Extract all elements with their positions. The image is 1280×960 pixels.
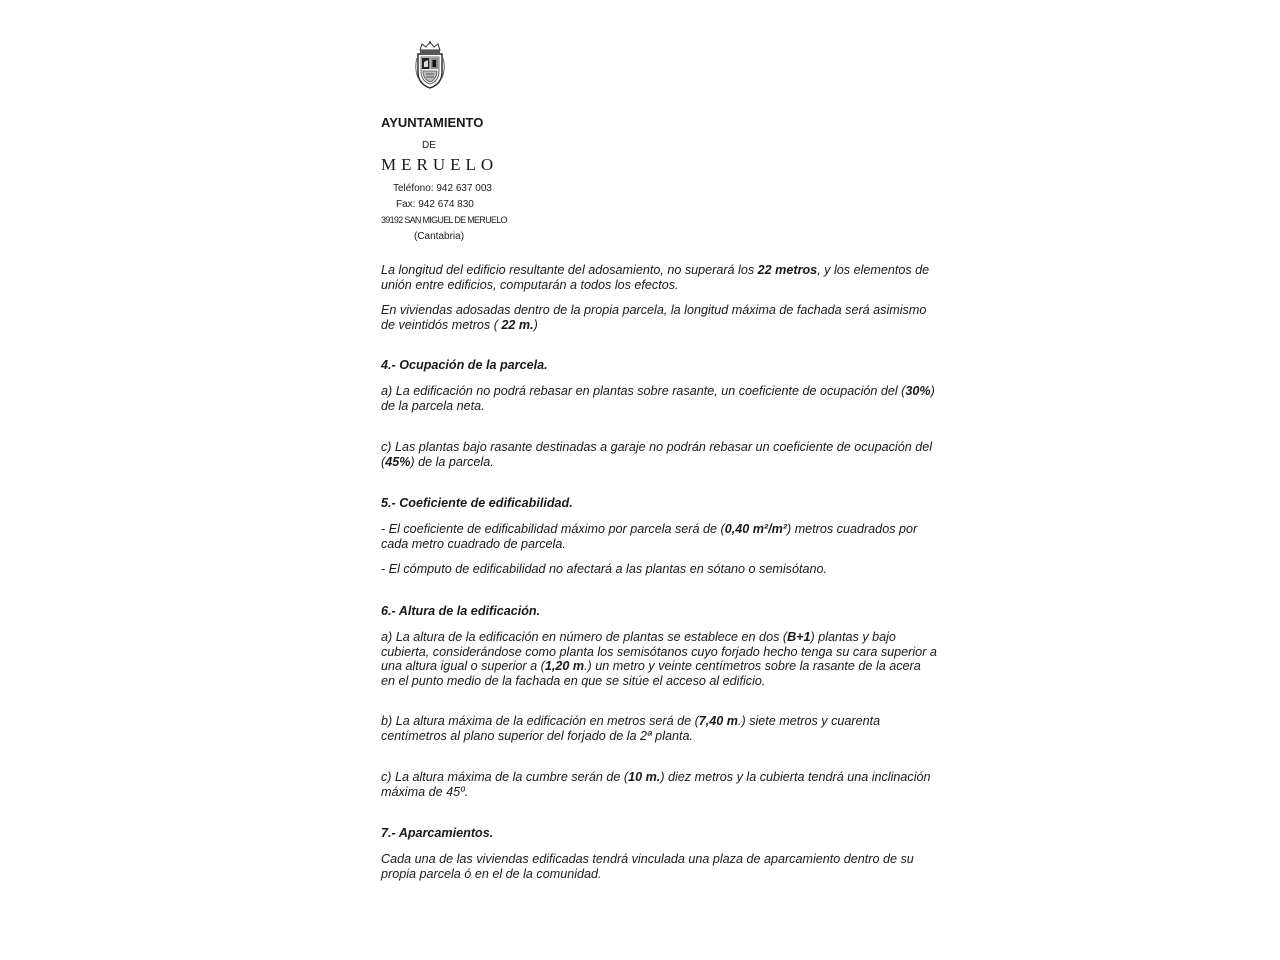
paragraph-4c: c) Las plantas bajo rasante destinadas a garaje no podrán rebasar un coeficiente de ocupación del (45%) de la parcela. — [381, 440, 933, 469]
municipal-crest-icon — [412, 40, 448, 90]
paragraph-6b: b) La altura máxima de la edificación en metros será de (7,40 m.) siete metros y cuarenta centímetros al plano superior del forjado de la 2ª planta. — [381, 714, 881, 743]
paragraph-7a: Cada una de las viviendas edificadas tendrá vinculada una plaza de aparcamiento dentro de su propia parcela ó en el de la comunidad. — [381, 852, 914, 881]
paragraph-6c: c) La altura máxima de la cumbre serán de (10 m.) diez metros y la cubierta tendrá una inclinación máxima de 45º. — [381, 770, 931, 799]
letterhead-org-name: AYUNTAMIENTO — [381, 115, 484, 130]
section-title-4: 4.- Ocupación de la parcela. — [381, 358, 548, 372]
paragraph-4a: a) La edificación no podrá rebasar en plantas sobre rasante, un coeficiente de ocupación del (30%) de la parcela neta. — [381, 384, 935, 413]
letterhead-region: (Cantabria) — [414, 231, 465, 242]
section-title-7: 7.- Aparcamientos. — [381, 826, 494, 840]
paragraph-6a: a) La altura de la edificación en número de plantas se establece en dos (B+1) plantas y bajo cubierta, considerándose como planta los semisótanos cuyo forjado hecho tenga su cara superior a una altura igual o superior a (1,20 m.) un metro y veinte centímetros sobre la rasante de la acera en el punto medio de la fachada en que se sitúe el acceso al edificio. — [381, 630, 937, 688]
letterhead-town: MERUELO — [381, 155, 499, 174]
section-title-6: 6.- Altura de la edificación. — [381, 604, 541, 618]
letterhead-address: 39192 SAN MIGUEL DE MERUELO — [381, 215, 507, 225]
letterhead-fax: Fax: 942 674 830 — [396, 199, 474, 210]
paragraph-5b: - El cómputo de edificabilidad no afectará a las plantas en sótano o semisótano. — [381, 562, 827, 576]
letterhead-phone: Teléfono: 942 637 003 — [393, 183, 492, 194]
paragraph-facade-length: En viviendas adosadas dentro de la propia parcela, la longitud máxima de fachada será asimismo de veintidós metros ( 22 m.) — [381, 303, 927, 332]
paragraph-building-length: La longitud del edificio resultante del adosamiento, no superará los 22 metros, y los elementos de unión entre edificios, computarán a todos los efectos. — [381, 263, 930, 292]
section-title-5: 5.- Coeficiente de edificabilidad. — [381, 496, 573, 510]
letterhead-de: DE — [422, 140, 436, 151]
paragraph-5a: - El coeficiente de edificabilidad máximo por parcela será de (0,40 m²/m²) metros cuadrados por cada metro cuadrado de parcela. — [381, 522, 918, 551]
